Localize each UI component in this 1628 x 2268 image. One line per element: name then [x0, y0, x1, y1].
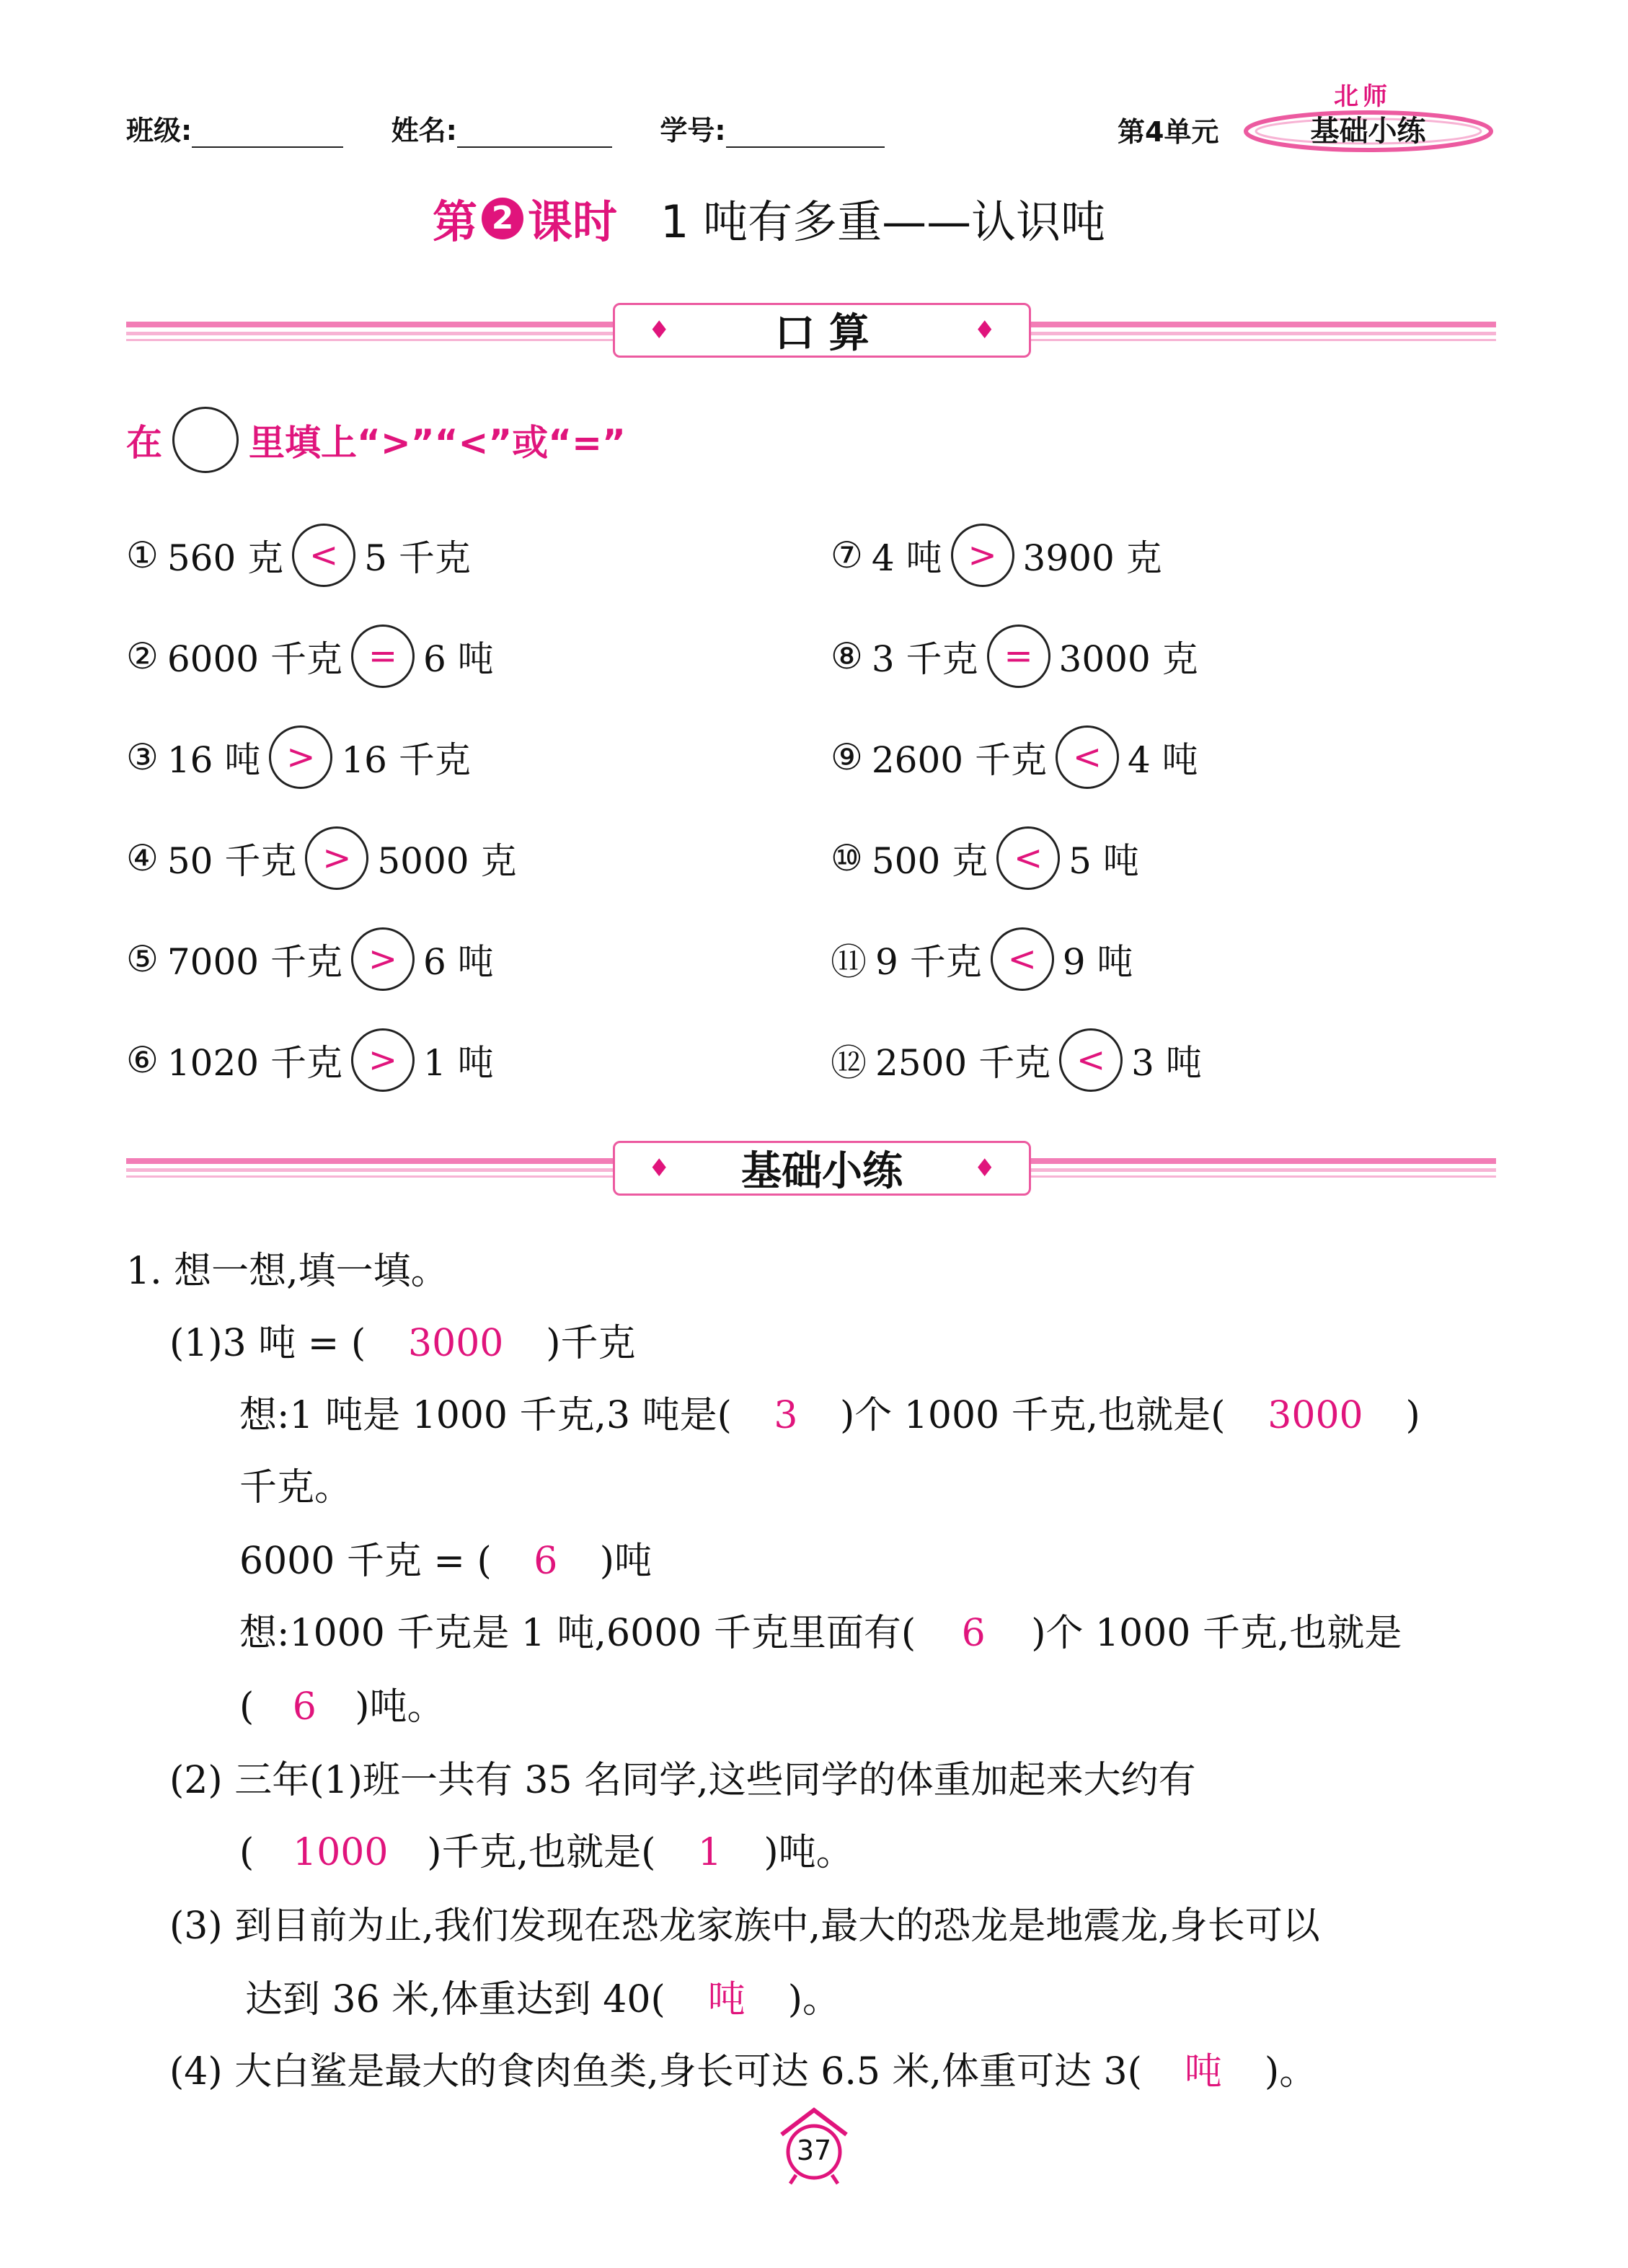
answer-blank[interactable]: 3000: [1268, 1394, 1363, 1437]
answer-blank[interactable]: 1000: [293, 1831, 389, 1874]
compare-item: ⑨ 2600 千克 < 4 吨: [831, 707, 1202, 808]
q1-part1-line: (1)3 吨 = ( 3000 )千克: [169, 1307, 636, 1380]
number-field[interactable]: [726, 118, 885, 148]
answer-blank[interactable]: 吨: [707, 1978, 746, 2021]
name-label: 姓名:: [391, 115, 457, 146]
compare-item: ③ 16 吨 > 16 千克: [126, 707, 517, 808]
compare-list-left: [126, 505, 517, 1111]
answer-circle[interactable]: <: [292, 524, 355, 587]
lesson-suffix: 课时: [528, 195, 618, 248]
answer-circle[interactable]: >: [351, 927, 415, 991]
section1-title: 口 算: [774, 310, 870, 357]
diamond-icon: ♦: [973, 316, 996, 345]
q1-think-line: 想:1 吨是 1000 千克,3 吨是( 3 )个 1000 千克,也就是( 3000 ): [239, 1379, 1420, 1452]
unit-label: 第4单元: [1118, 116, 1219, 148]
compare-item: ⑤ 7000 千克 > 6 吨: [126, 909, 517, 1010]
q1-think2-line-cont: ( 6 )吨。: [239, 1670, 445, 1744]
answer-circle[interactable]: <: [996, 826, 1060, 890]
q1-think-line-cont: 千克。: [239, 1466, 353, 1509]
answer-circle[interactable]: >: [305, 826, 368, 890]
compare-item: ④ 50 千克 > 5000 克: [126, 808, 517, 909]
diamond-icon: ♦: [648, 316, 671, 345]
lesson-number-badge: 2: [482, 198, 523, 239]
compare-item: ⑪ 9 千克 < 9 吨: [831, 909, 1202, 1010]
answer-circle[interactable]: >: [351, 1028, 415, 1092]
section2-header: [613, 1141, 1031, 1196]
section1-header: [613, 303, 1031, 358]
badge-top: 北师: [1334, 82, 1392, 111]
q1-part2-line: (2) 三年(1)班一共有 35 名同学,这些同学的体重加起来大约有: [169, 1759, 1196, 1802]
lesson-main-title: 1 吨有多重——认识吨: [660, 195, 1106, 248]
q1-part2-line-cont: ( 1000 )千克,也就是( 1 )吨。: [239, 1816, 854, 1889]
answer-blank[interactable]: 1: [697, 1831, 722, 1874]
compare-list-right: [831, 505, 1202, 1111]
header-fields: [126, 108, 885, 148]
section1-instruction: [126, 407, 626, 473]
q1-part3-line-cont: 达到 36 米,体重达到 40( 吨 )。: [245, 1963, 840, 2037]
answer-circle[interactable]: <: [1056, 725, 1119, 789]
compare-item: ⑥ 1020 千克 > 1 吨: [126, 1010, 517, 1111]
compare-item: ⑦ 4 吨 > 3900 克: [831, 505, 1202, 606]
answer-circle[interactable]: =: [351, 625, 415, 688]
compare-item: ② 6000 千克 = 6 吨: [126, 606, 517, 707]
instruction-pre: 在: [126, 422, 162, 464]
q1-think2-line: 想:1000 千克是 1 吨,6000 千克里面有( 6 )个 1000 千克,也就是: [239, 1597, 1402, 1670]
answer-circle[interactable]: <: [991, 927, 1054, 991]
q1-convert-line: 6000 千克 = ( 6 )吨: [239, 1524, 652, 1598]
lesson-prefix: 第: [433, 195, 478, 248]
question-1-title: 1. 想一想,填一填。: [126, 1250, 448, 1293]
answer-blank[interactable]: 6: [961, 1612, 986, 1655]
number-label: 学号:: [660, 115, 726, 146]
answer-blank[interactable]: 6: [292, 1685, 317, 1729]
name-field[interactable]: [457, 118, 612, 148]
diamond-icon: ♦: [648, 1154, 671, 1183]
answer-circle[interactable]: <: [1059, 1028, 1123, 1092]
answer-blank[interactable]: 3000: [408, 1322, 504, 1365]
compare-item: ⑫ 2500 千克 < 3 吨: [831, 1010, 1202, 1111]
compare-item: ⑩ 500 克 < 5 吨: [831, 808, 1202, 909]
page-number-badge: [776, 2106, 852, 2185]
answer-circle[interactable]: >: [269, 725, 332, 789]
answer-blank[interactable]: 吨: [1184, 2050, 1222, 2093]
answer-blank[interactable]: 6: [534, 1540, 558, 1583]
diamond-icon: ♦: [973, 1154, 996, 1183]
instruction-post: 里填上“>”“<”或“=”: [249, 422, 626, 464]
series-badge: [1240, 107, 1496, 154]
answer-circle[interactable]: >: [951, 524, 1014, 587]
page-number: 37: [796, 2135, 832, 2166]
answer-blank[interactable]: 3: [774, 1394, 798, 1437]
compare-item: ① 560 克 < 5 千克: [126, 505, 517, 606]
compare-item: ⑧ 3 千克 = 3000 克: [831, 606, 1202, 707]
class-field[interactable]: [192, 118, 343, 148]
section2-title: 基础小练: [741, 1148, 903, 1195]
class-label: 班级:: [126, 115, 193, 146]
circle-icon: [172, 407, 239, 473]
answer-circle[interactable]: =: [987, 625, 1050, 688]
q1-part4-line: (4) 大白鲨是最大的食肉鱼类,身长可达 6.5 米,体重可达 3( 吨 )。: [169, 2035, 1317, 2109]
badge-main: 基础小练: [1310, 115, 1426, 148]
lesson-title: [433, 186, 1105, 250]
q1-part3-line: (3) 到目前为止,我们发现在恐龙家族中,最大的恐龙是地震龙,身长可以: [169, 1905, 1320, 1948]
